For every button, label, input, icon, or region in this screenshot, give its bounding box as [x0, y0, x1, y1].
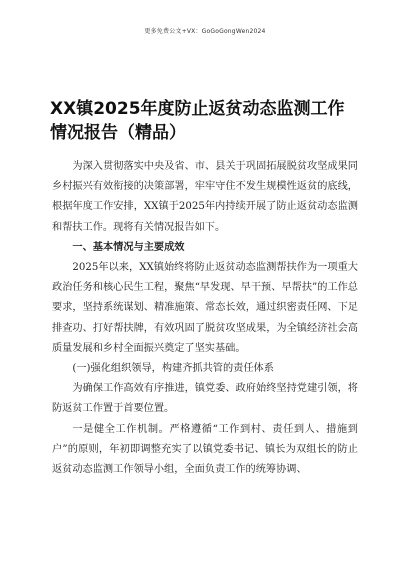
section-heading-basic-situation: 一、基本情况与主要成效 — [72, 241, 185, 253]
document-title: XX镇2025年度防止返贫动态监测工作情况报告（精品） — [50, 99, 345, 143]
subsection1-paragraph: 为确保工作高效有序推进，镇党委、政府始终坚持党建引领，将防返贫工作置于首要位置。 — [52, 383, 358, 415]
intro-paragraph: 为深入贯彻落实中央及省、市、县关于巩固拓展脱贫攻坚成果同乡村振兴有效衔接的决策部署，牢牢守住不发生规模性返贫的底线，根据年度工作安排，XX镇于2025年内持续开展了防止返贫动态监测和帮扶工作。现将有关情况报告如下。 — [52, 161, 358, 233]
document-body — [52, 157, 358, 480]
subsection1-item1: 一是健全工作机制。严格遵循“工作到村、责任到人、措施到户”的原则，年初即调整充实了以镇党委书记、镇长为双组长的防止返贫动态监测工作领导小组，全面负责工作的统筹协调、 — [52, 423, 358, 476]
header-note: 更多免费公文+VX：GoGoGongWen2024 — [144, 28, 266, 35]
subsection-heading-organization: (一)强化组织领导，构建齐抓共管的责任体系 — [72, 363, 274, 375]
section1-paragraph: 2025年以来，XX镇始终将防止返贫动态监测帮扶作为一项重大政治任务和核心民生工程，聚焦“早发现、早干预、早帮扶”的工作总要求，坚持系统谋划、精准施策、常态长效，通过织密责任网、下足排查功、打好帮扶牌，有效巩固了脱贫攻坚成果，为全镇经济社会高质量发展和乡村全面振兴奠定了坚实基础。 — [52, 262, 358, 354]
